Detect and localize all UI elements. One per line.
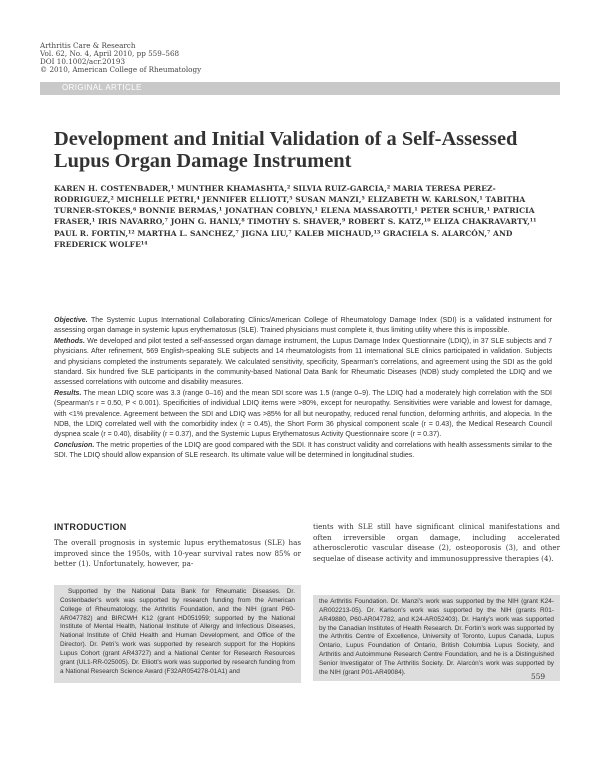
intro-left-column [54, 538, 301, 570]
introduction-heading: INTRODUCTION [54, 522, 127, 532]
methods-text: We developed and pilot tested a self-assessed organ damage instrument, the Lupus Damage Index Questionnaire (LDIQ), in 37 SLE subjects and 7 physicians. After refinement, 569 English-speaking SLE subjects and 14 rheumatologists from 11 international SLE clinics participated in validation. Subjects and physicians completed the instruments separately. We calculated sensitivity, specificity, Spearman’s correlations, and agreement using the SDI as the gold standard. Six hundred five SLE participants in the community-based National Data Bank for Rheumatic Diseases (NDB) study completed the LDIQ and we assessed correlations with outcome and disability measures. [54, 337, 552, 387]
abstract [54, 316, 552, 462]
journal-name: Arthritis Care & Research [40, 41, 136, 50]
intro-right-text: tients with SLE still have significant clinical manifestations and often irreversible organ damage, including accelerated atherosclerotic vascular disease (2), osteoporosis (3), and other sequelae of disease activity and immunosuppressive therapies (4). [313, 522, 560, 563]
article-title: Development and Initial Validation of a Self-Assessed Lupus Organ Damage Instrument [54, 128, 518, 172]
conclusion-text: The metric properties of the LDIQ are good compared with the SDI. It has construct validity and correlations with health assessments similar to the SDI. The LDIQ should allow expansion of SLE research. Its ultimate value will be determined in longitudinal studies. [54, 441, 552, 460]
methods-label: Methods. [54, 337, 85, 345]
author-list: KAREN H. COSTENBADER,¹ MUNTHER KHAMASHTA,² SILVIA RUIZ-GARCIA,² MARIA TERESA PEREZ-RODRIGUEZ,² MICHELLE PETRI,⁴ JENNIFER ELLIOTT,⁵ SUSAN MANZI,⁵ ELIZABETH W. KARLSON,¹ TABITHA TURNER-STOKES,⁶ BONNIE BERMAS,¹ JONATHAN COBLYN,¹ ELENA MASSAROTTI,¹ PETER SCHUR,¹ PATRICIA FRASER,¹ IRIS NAVARRO,⁷ JOHN G. HANLY,⁸ TIMOTHY S. SHAVER,⁹ ROBERT S. KATZ,¹⁰ ELIZA CHAKRAVARTY,¹¹ PAUL R. FORTIN,¹² MARTHA L. SANCHEZ,⁷ JIGNA LIU,⁷ KALEB MICHAUD,¹³ GRACIELA S. ALARCÓN,⁷ AND FREDERICK WOLFE¹⁴ [54, 184, 537, 249]
journal-volume: Vol. 62, No. 4, April 2010, pp 559–568 [40, 49, 180, 58]
funding-footnote-right [313, 595, 560, 681]
section-banner [40, 82, 560, 95]
results-text: The mean LDIQ score was 3.3 (range 0–16) and the mean SDI score was 1.5 (range 0–9). The LDIQ had a moderately high correlation with the SDI (Spearman’s r = 0.50, P < 0.001). Specificities of individual LDIQ items were >80%, except for neuropathy. Sensitivities were variable and lowest for damage, with <1% prevalence. Agreement between the SDI and LDIQ was >85% for all but neuropathy, reduced renal function, deforming arthritis, and alopecia. In the NDB, the LDIQ correlated well with the comorbidity index (r = 0.45), the Short Form 36 physical component scale (r = 0.43), the Medical Research Council dyspnea scale (r = 0.40), disability (r = 0.37), and the Systemic Lupus Erythematosus Activity Questionnaire score (r = 0.37). [54, 389, 552, 439]
objective-label: Objective. [54, 317, 88, 324]
objective-text: The Systemic Lupus International Collaborating Clinics/American College of Rheumatology Damage Index (SDI) is a validated instrument for assessing organ damage in systemic lupus erythematosus (SLE). Trained physicians must complete it, thus limiting utility where this is impossible. [54, 317, 552, 335]
abstract-results [54, 389, 552, 441]
abstract-methods [54, 337, 552, 389]
results-label: Results. [54, 389, 82, 397]
journal-copyright: © 2010, American College of Rheumatology [40, 65, 202, 74]
journal-doi: DOI 10.1002/acr.20193 [40, 57, 126, 66]
intro-left-text: The overall prognosis in systemic lupus erythematosus (SLE) has improved since the 1950s, with 10-year survival rates now 85% or better (1). Unfortunately, however, pa- [54, 538, 301, 569]
conclusion-label: Conclusion. [54, 441, 95, 449]
footnote-left-text: Supported by the National Data Bank for Rheumatic Diseases. Dr. Costenbader’s work was supported by research funding from the American College of Rheumatology, the Arthritis Foundation, and the NIH (grant P60-AR047782) and BIRCWH K12 (grant HD051959; supported by the National Institute of Mental Health, National Institute of Allergy and Infectious Diseases, National Institute of Child Health and Human Development, and Office of the Director). Dr. Petri’s work was supported by research support for the Hopkins Lupus Cohort (grant AR43727) and a National Center for Research Resources grant (UL1-RR-025005). Dr. Elliott’s work was supported by research funding from a National Research Science Award (F32AR054278-01A1) and [60, 588, 295, 675]
funding-footnote-left [54, 585, 301, 683]
abstract-objective [54, 316, 552, 337]
abstract-conclusion [54, 441, 552, 462]
intro-right-column [313, 522, 560, 564]
footnote-right-text: the Arthritis Foundation. Dr. Manzi’s work was supported by the NIH (grant K24-AR002213-05). Dr. Karlson’s work was supported by the NIH (grants R01-AR49880, P60-AR047782, and K24-AR052403). Dr. Hanly’s work was supported by the Canadian Institutes of Health Research. Dr. Fortin’s work was supported by the Arthritis Centre of Excellence, University of Toronto, Lupus Canada, Lupus Ontario, Lupus Foundation of Ontario, British Columbia Lupus Society, and Arthritis and Autoimmune Research Centre Foundation, and he is a Distinguished Senior Investigator of The Arthritis Society. Dr. Alarcón’s work was supported by the NIH (grant P01-AR49084). [319, 598, 554, 676]
page-number: 559 [531, 672, 546, 681]
section-label: ORIGINAL ARTICLE [62, 83, 142, 92]
